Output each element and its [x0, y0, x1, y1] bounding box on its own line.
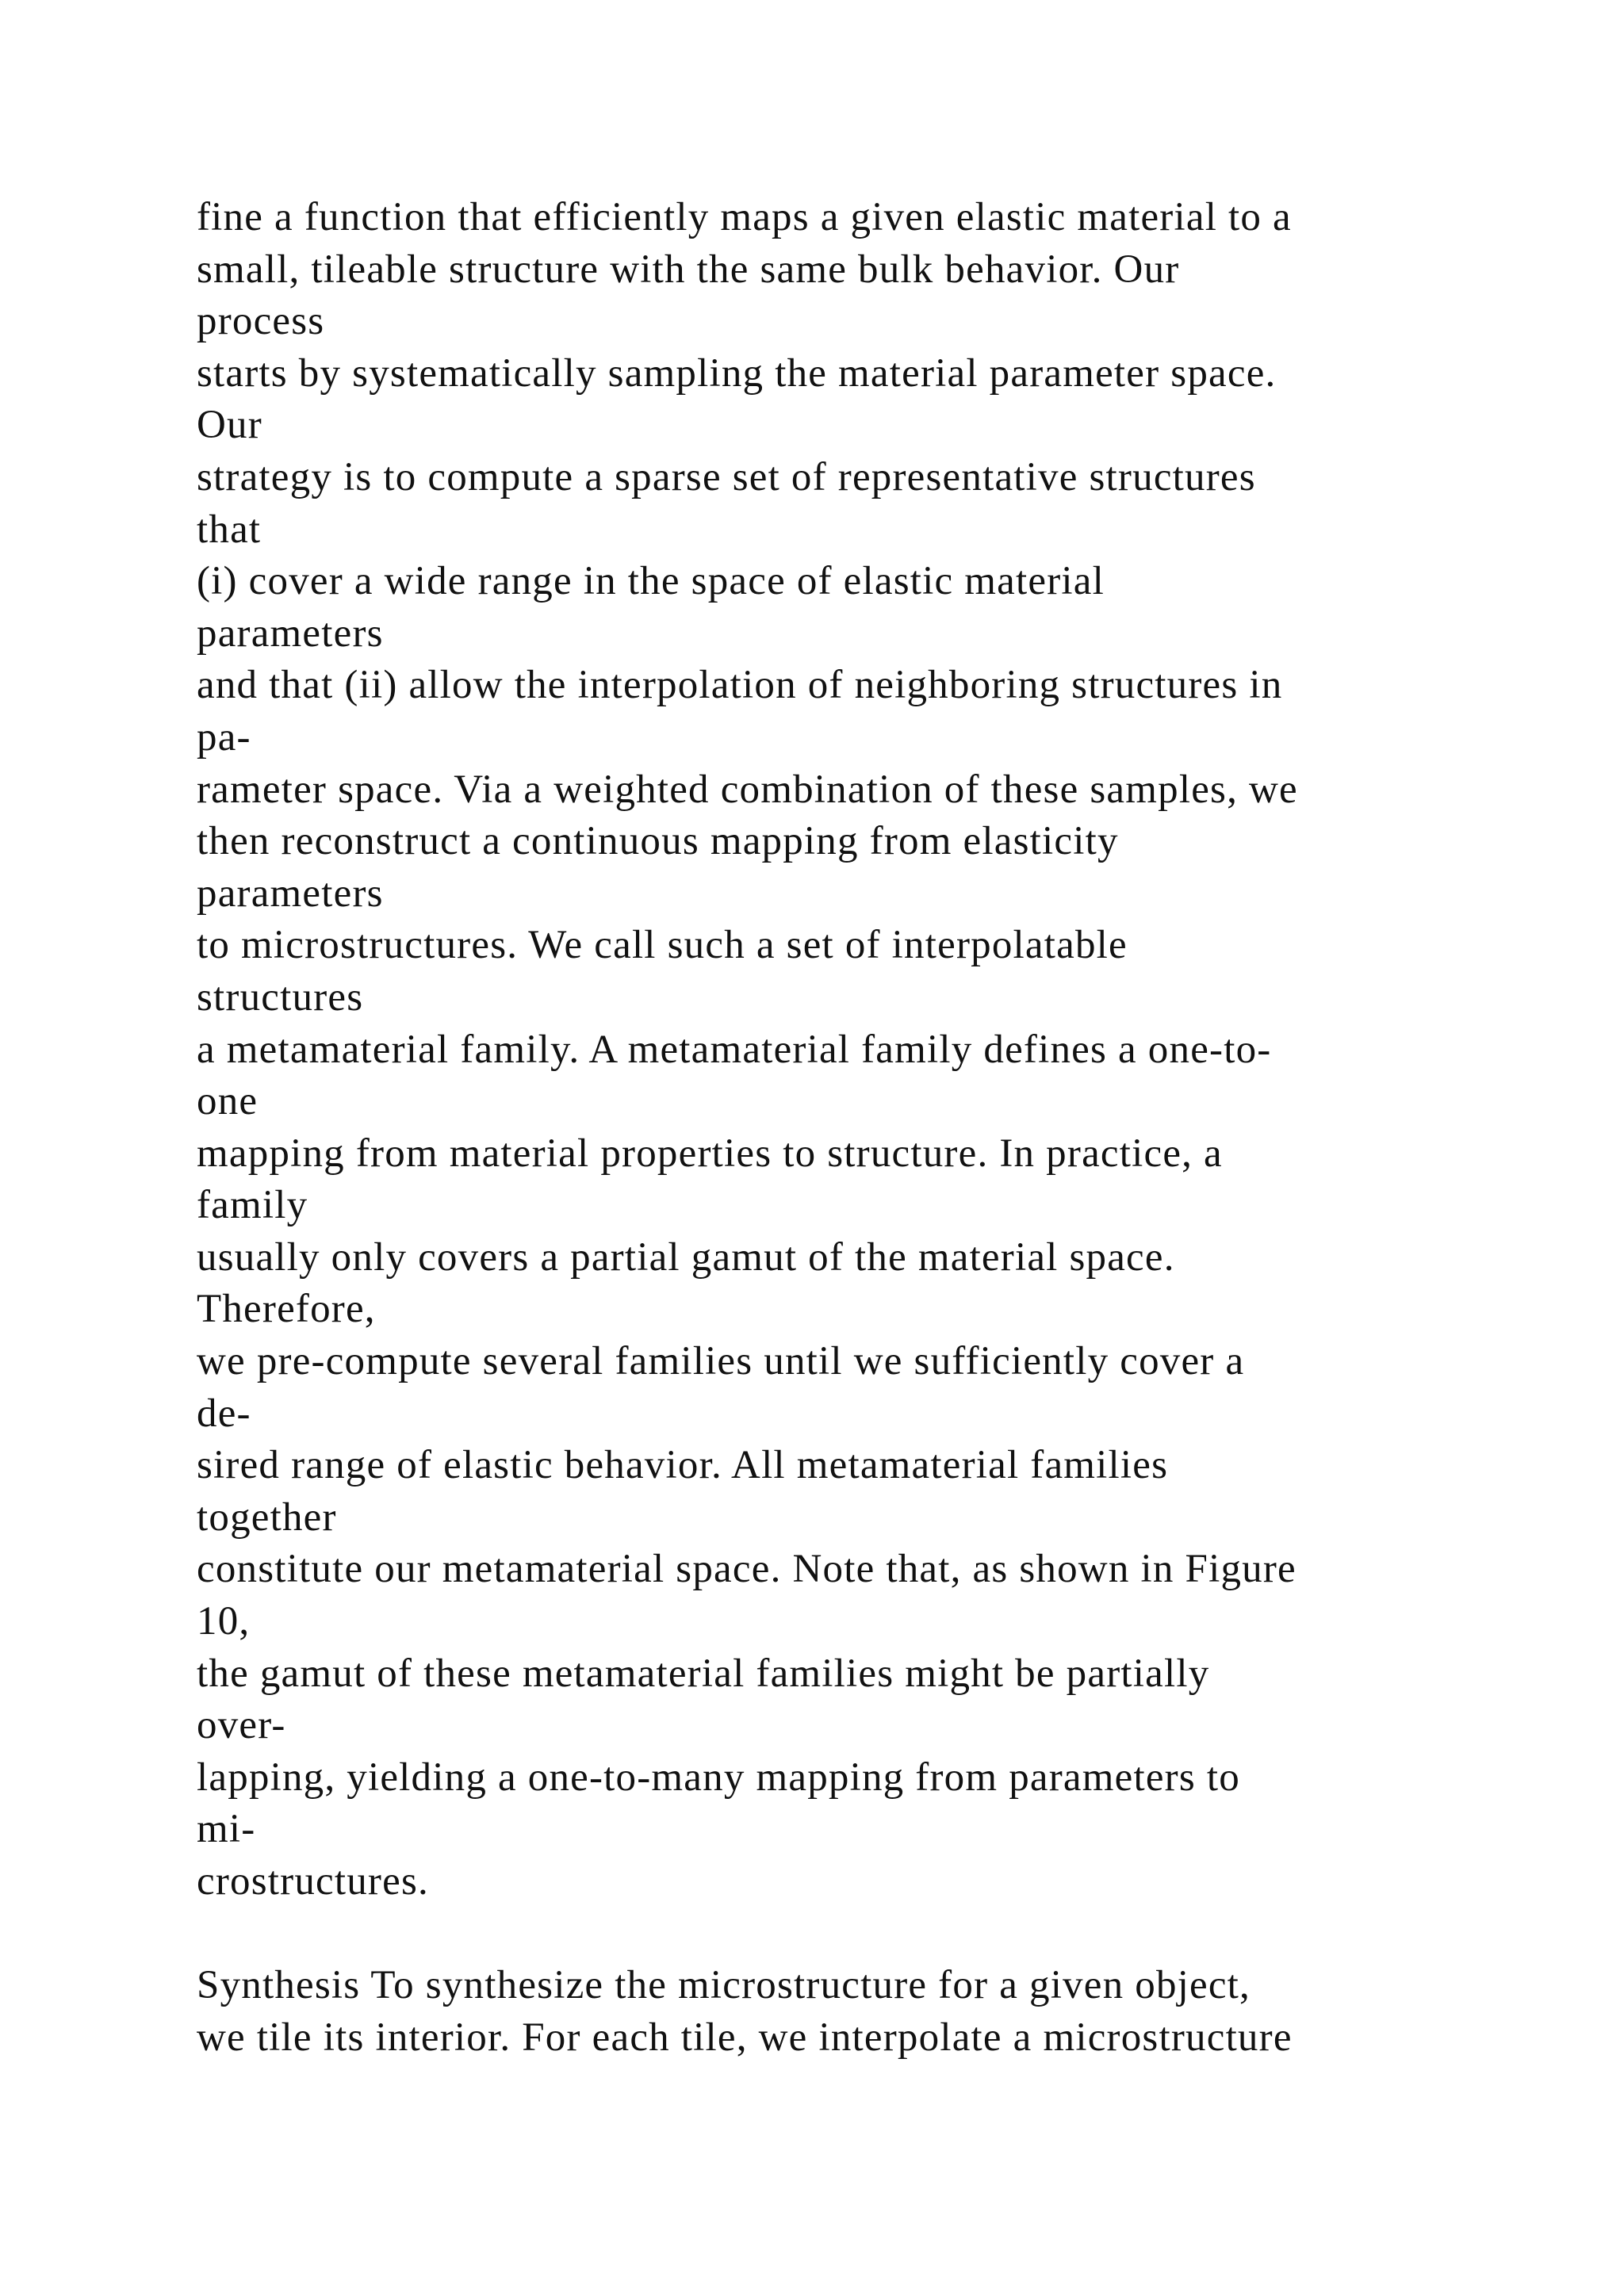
text-line: constitute our metamaterial space. Note that, as shown in Figure — [197, 1547, 1297, 1592]
text-line: fine a function that efficiently maps a given elastic material to a — [197, 195, 1292, 239]
text-line: small, tileable structure with the same bulk behavior. Our — [197, 247, 1180, 292]
text-line: then reconstruct a continuous mapping from elasticity — [197, 819, 1119, 864]
text-line: one — [197, 1079, 259, 1124]
paragraph-2 — [197, 1960, 1497, 2064]
body-text — [197, 192, 1497, 2064]
text-line: mi- — [197, 1807, 256, 1852]
text-line: the gamut of these metamaterial families might be partially — [197, 1651, 1210, 1696]
text-line: rameter space. Via a weighted combination of these samples, we — [197, 767, 1298, 812]
text-line: over- — [197, 1703, 286, 1748]
text-line: sired range of elastic behavior. All metamaterial families — [197, 1443, 1169, 1488]
text-line: process — [197, 299, 325, 344]
text-line: Synthesis To synthesize the microstructure for a given object, — [197, 1963, 1251, 2008]
text-line: lapping, yielding a one-to-many mapping from parameters to — [197, 1755, 1240, 1800]
text-line: together — [197, 1494, 337, 1540]
text-line: structures — [197, 974, 364, 1020]
text-line: usually only covers a partial gamut of the material space. — [197, 1234, 1175, 1280]
text-line: that — [197, 507, 262, 552]
text-line: Therefore, — [197, 1287, 376, 1332]
text-line: mapping from material properties to structure. In practice, a — [197, 1131, 1223, 1176]
text-line: and that (ii) allow the interpolation of neighboring structures in — [197, 663, 1283, 708]
text-line: parameters — [197, 610, 384, 656]
text-line: (i) cover a wide range in the space of elastic material — [197, 559, 1105, 604]
paragraph-gap — [197, 1908, 1497, 1961]
text-line: a metamaterial family. A metamaterial family defines a one-to- — [197, 1027, 1272, 1072]
text-line: starts by systematically sampling the material parameter space. — [197, 350, 1277, 396]
text-line: to microstructures. We call such a set of interpolatable — [197, 923, 1128, 968]
text-line: family — [197, 1183, 308, 1228]
text-line: we tile its interior. For each tile, we interpolate a microstructure — [197, 2015, 1293, 2060]
text-line: crostructures. — [197, 1859, 429, 1904]
text-line: strategy is to compute a sparse set of representative structures — [197, 454, 1256, 499]
text-line: de- — [197, 1391, 251, 1436]
text-line: parameters — [197, 871, 384, 916]
text-line: pa- — [197, 714, 251, 760]
text-line: 10, — [197, 1599, 251, 1644]
text-line: Our — [197, 403, 262, 448]
text-line: we pre-compute several families until we sufficiently cover a — [197, 1339, 1245, 1384]
paragraph-1 — [197, 192, 1497, 1908]
